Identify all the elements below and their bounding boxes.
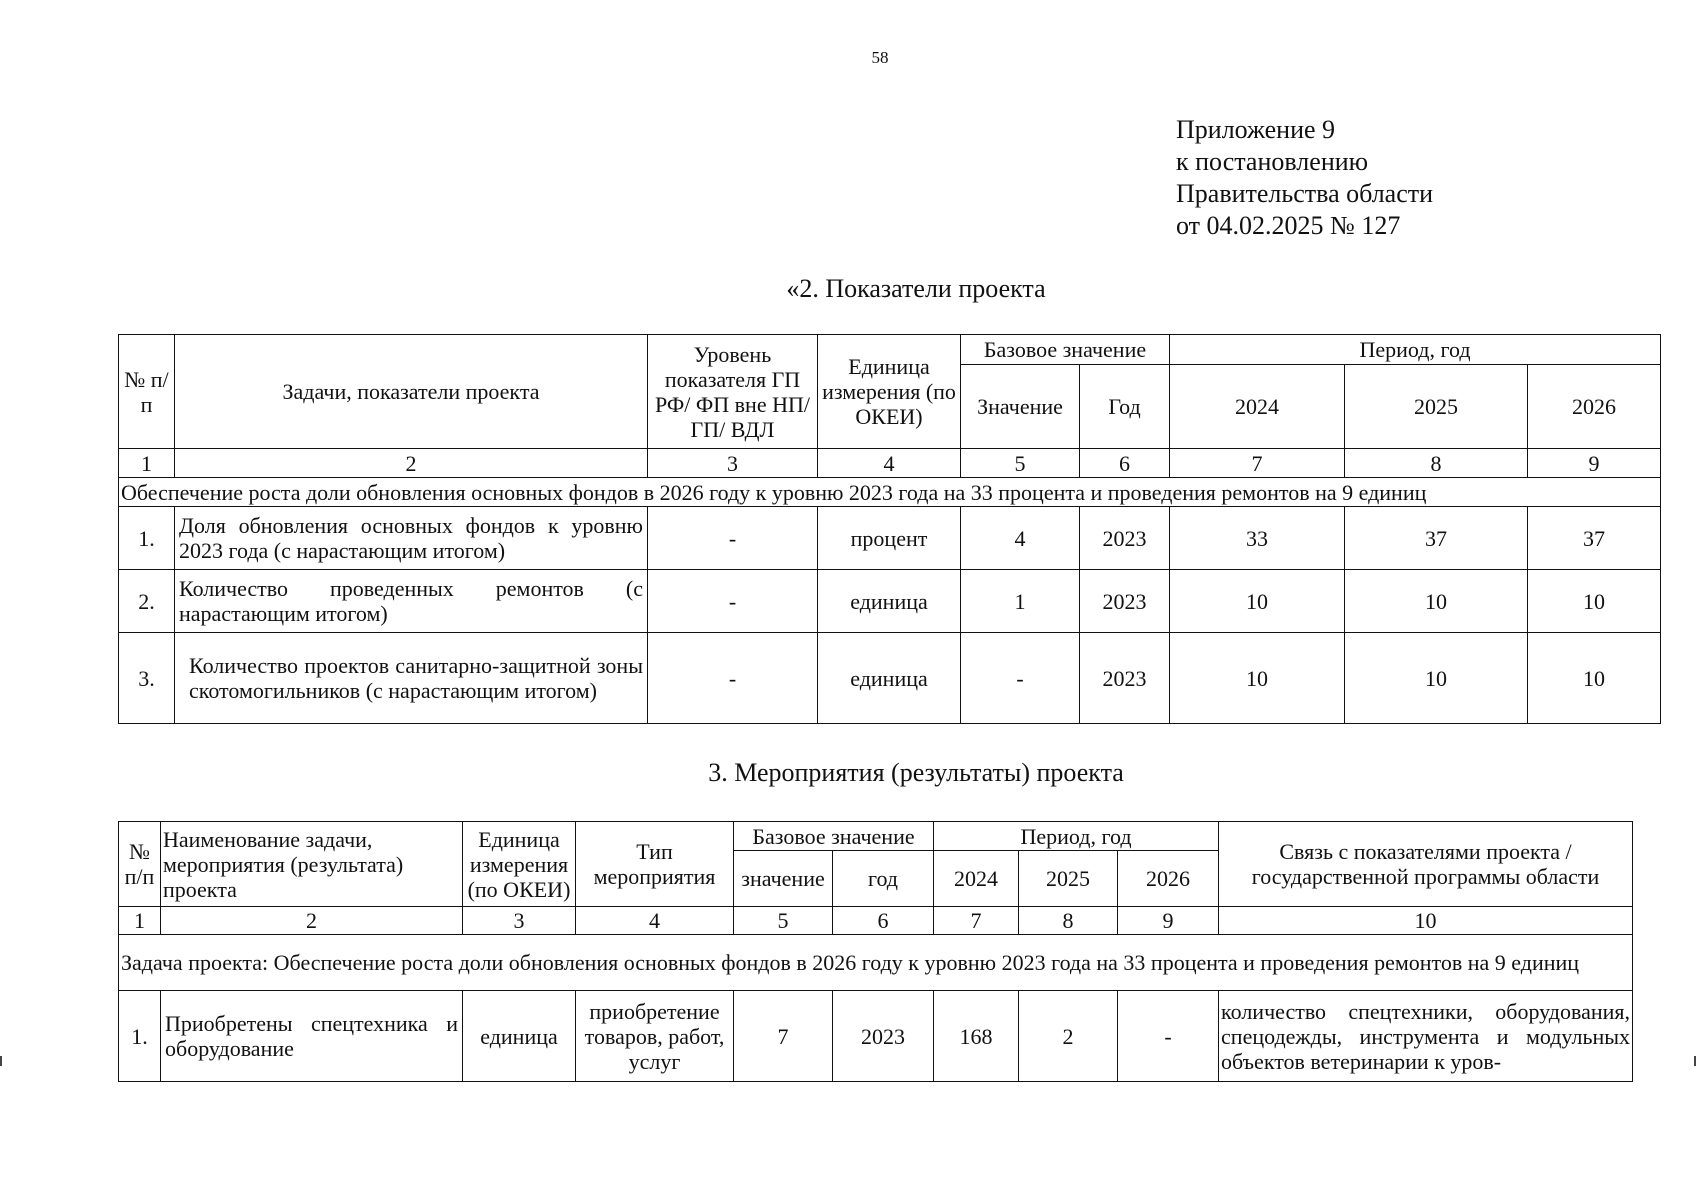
- header-unit: Единица измерения (по ОКЕИ): [818, 335, 961, 449]
- col-number: 6: [1080, 449, 1170, 478]
- row-num: 1.: [119, 991, 161, 1082]
- row-base-year: 2023: [1080, 570, 1170, 633]
- header-base-year: год: [833, 851, 934, 907]
- row-2025: 2: [1019, 991, 1118, 1082]
- row-name: Количество проведенных ремонтов (с нарастающим итогом): [175, 570, 648, 633]
- row-2025: 10: [1345, 570, 1528, 633]
- row-2025: 10: [1345, 633, 1528, 724]
- col-number: 7: [1170, 449, 1345, 478]
- column-number-row: [119, 907, 1633, 935]
- section3-title: 3. Мероприятия (результаты) проекта: [708, 758, 1124, 787]
- table-row: [119, 991, 1633, 1082]
- header-2026: 2026: [1118, 851, 1219, 907]
- row-unit: процент: [818, 507, 961, 570]
- row-level: -: [648, 633, 818, 724]
- header-2024: 2024: [1170, 365, 1345, 449]
- header-row-1: [119, 822, 1633, 851]
- row-2026: -: [1118, 991, 1219, 1082]
- header-period: Период, год: [1170, 335, 1661, 365]
- header-base-value: Значение: [961, 365, 1080, 449]
- row-2024: 33: [1170, 507, 1345, 570]
- col-number: 4: [576, 907, 734, 935]
- header-base-value: значение: [734, 851, 833, 907]
- col-number: 5: [734, 907, 833, 935]
- header-2026: 2026: [1528, 365, 1661, 449]
- row-num: 1.: [119, 507, 175, 570]
- header-period: Период, год: [934, 822, 1219, 851]
- row-2026: 10: [1528, 633, 1661, 724]
- row-type: приобретение товаров, работ, услуг: [576, 991, 734, 1082]
- scan-mark: [0, 1056, 2, 1066]
- col-number: 7: [934, 907, 1019, 935]
- col-number: 2: [175, 449, 648, 478]
- col-number: 5: [961, 449, 1080, 478]
- row-base-value: -: [961, 633, 1080, 724]
- header-2025: 2025: [1345, 365, 1528, 449]
- scan-mark: [1694, 1056, 1696, 1066]
- row-2026: 37: [1528, 507, 1661, 570]
- indicators-table: [118, 334, 1661, 724]
- row-base-value: 4: [961, 507, 1080, 570]
- row-2025: 37: [1345, 507, 1528, 570]
- row-name: Доля обновления основных фондов к уровню 2023 года (с нарастающим итогом): [175, 507, 648, 570]
- row-num: 2.: [119, 570, 175, 633]
- group-row: [119, 478, 1661, 507]
- header-row-1: [119, 335, 1661, 365]
- header-name: Наименование задачи, мероприятия (результата) проекта: [161, 822, 463, 907]
- row-base-value: 1: [961, 570, 1080, 633]
- header-link: Связь с показателями проекта / государственной программы области: [1219, 822, 1633, 907]
- row-base-year: 2023: [1080, 633, 1170, 724]
- col-number: 9: [1528, 449, 1661, 478]
- section2-title: «2. Показатели проекта: [786, 274, 1046, 303]
- table-row: [119, 570, 1661, 633]
- col-number: 8: [1019, 907, 1118, 935]
- row-level: -: [648, 570, 818, 633]
- appendix-line-1: Приложение 9: [1176, 115, 1336, 144]
- row-link: количество спецтехники, оборудования, спецодежды, инструмента и модульных объектов ветеринарии к уров-: [1219, 991, 1633, 1082]
- row-level: -: [648, 507, 818, 570]
- row-unit: единица: [463, 991, 576, 1082]
- group-row-text: Обеспечение роста доли обновления основных фондов в 2026 году к уровню 2023 года на 33 процента и проведения ремонтов на 9 единиц: [119, 478, 1661, 507]
- header-level: Уровень показателя ГП РФ/ ФП вне НП/ГП/ ВДЛ: [648, 335, 818, 449]
- row-base-year: 2023: [833, 991, 934, 1082]
- column-number-row: [119, 449, 1661, 478]
- header-2024: 2024: [934, 851, 1019, 907]
- col-number: 8: [1345, 449, 1528, 478]
- header-task: Задачи, показатели проекта: [175, 335, 648, 449]
- row-unit: единица: [818, 633, 961, 724]
- row-2026: 10: [1528, 570, 1661, 633]
- row-base-value: 7: [734, 991, 833, 1082]
- appendix-line-4: от 04.02.2025 № 127: [1176, 211, 1401, 240]
- row-num: 3.: [119, 633, 175, 724]
- col-number: 1: [119, 449, 175, 478]
- row-name: Количество проектов санитарно-защитной зоны скотомогильников (с нарастающим итогом): [175, 633, 648, 724]
- header-unit: Единица измерения (по ОКЕИ): [463, 822, 576, 907]
- appendix-line-2: к постановлению: [1176, 147, 1369, 176]
- header-type: Тип мероприятия: [576, 822, 734, 907]
- table-row: [119, 507, 1661, 570]
- col-number: 3: [648, 449, 818, 478]
- col-number: 1: [119, 907, 161, 935]
- col-number: 6: [833, 907, 934, 935]
- header-base: Базовое значение: [734, 822, 934, 851]
- header-base: Базовое значение: [961, 335, 1170, 365]
- row-unit: единица: [818, 570, 961, 633]
- header-base-year: Год: [1080, 365, 1170, 449]
- col-number: 3: [463, 907, 576, 935]
- task-row: [119, 935, 1633, 991]
- row-base-year: 2023: [1080, 507, 1170, 570]
- row-2024: 168: [934, 991, 1019, 1082]
- appendix-block: [1176, 114, 1433, 242]
- col-number: 4: [818, 449, 961, 478]
- appendix-line-3: Правительства области: [1176, 179, 1434, 208]
- col-number: 9: [1118, 907, 1219, 935]
- col-number: 2: [161, 907, 463, 935]
- row-2024: 10: [1170, 633, 1345, 724]
- header-2025: 2025: [1019, 851, 1118, 907]
- task-row-text: Задача проекта: Обеспечение роста доли обновления основных фондов в 2026 году к уровню 2023 года на 33 процента и проведения ремонтов на 9 единиц: [119, 935, 1633, 991]
- activities-table: [118, 821, 1633, 1082]
- table-row: [119, 633, 1661, 724]
- header-num: № п/п: [119, 822, 161, 907]
- header-num: № п/п: [119, 335, 175, 449]
- col-number: 10: [1219, 907, 1633, 935]
- row-name: Приобретены спецтехника и оборудование: [161, 991, 463, 1082]
- page-number: 58: [871, 48, 889, 67]
- row-2024: 10: [1170, 570, 1345, 633]
